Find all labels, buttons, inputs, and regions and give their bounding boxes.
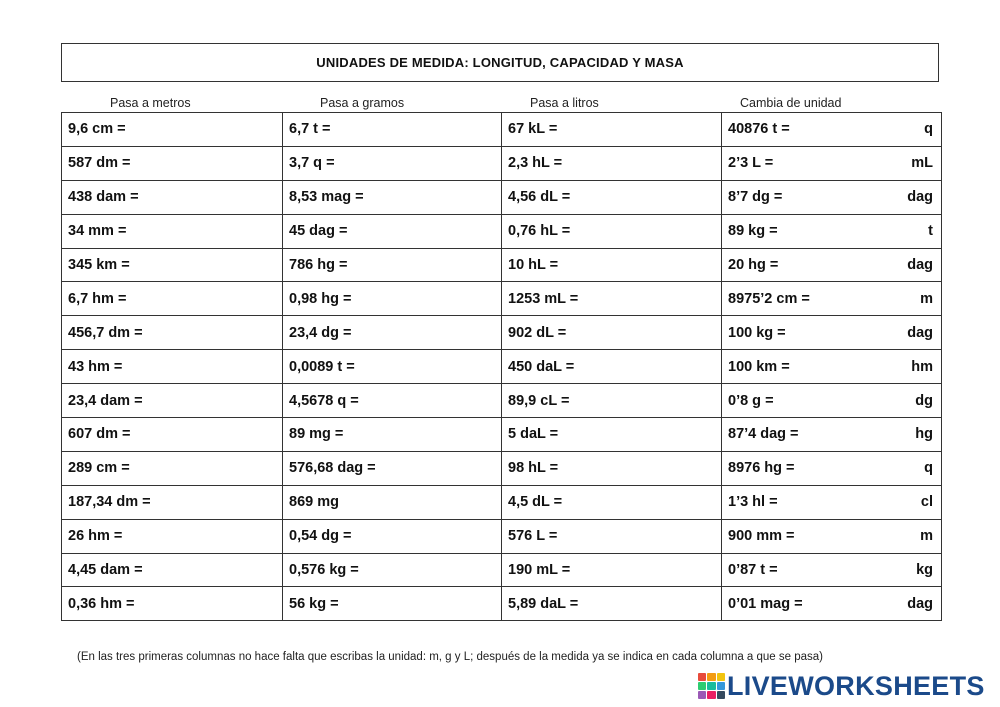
exercise-expression: 0’01 mag = xyxy=(728,595,803,612)
exercise-cell: 43 hm = xyxy=(62,350,283,384)
table-row xyxy=(62,316,942,350)
exercise-cell: 2,3 hL = xyxy=(502,146,722,180)
exercise-cell: 0,36 hm = xyxy=(62,587,283,621)
exercise-expression: 8’7 dg = xyxy=(728,189,783,206)
exercise-cell-change-unit xyxy=(722,350,942,384)
exercise-expression: 2’3 L = xyxy=(728,155,774,172)
table-row xyxy=(62,519,942,553)
exercise-cell: 0,0089 t = xyxy=(283,350,502,384)
exercise-cell: 4,56 dL = xyxy=(502,180,722,214)
exercise-cell-change-unit xyxy=(722,113,942,147)
exercise-expression: 0’8 g = xyxy=(728,392,774,409)
exercise-cell: 8,53 mag = xyxy=(283,180,502,214)
exercise-cell-change-unit xyxy=(722,553,942,587)
target-unit: m xyxy=(920,290,933,307)
exercise-cell: 587 dm = xyxy=(62,146,283,180)
target-unit: mL xyxy=(911,155,933,172)
exercise-cell: 34 mm = xyxy=(62,214,283,248)
target-unit: dg xyxy=(915,392,933,409)
liveworksheets-logo-icon xyxy=(698,673,725,700)
table-row xyxy=(62,180,942,214)
exercise-cell: 6,7 hm = xyxy=(62,282,283,316)
table-row xyxy=(62,451,942,485)
target-unit: dag xyxy=(907,595,933,612)
exercise-cell-change-unit xyxy=(722,248,942,282)
exercise-cell-change-unit xyxy=(722,587,942,621)
exercise-cell-change-unit xyxy=(722,418,942,452)
exercise-cell-change-unit xyxy=(722,282,942,316)
exercise-cell: 98 hL = xyxy=(502,451,722,485)
exercise-cell: 9,6 cm = xyxy=(62,113,283,147)
exercise-cell: 3,7 q = xyxy=(283,146,502,180)
exercise-cell: 187,34 dm = xyxy=(62,485,283,519)
exercise-cell: 4,5678 q = xyxy=(283,384,502,418)
exercise-expression: 100 kg = xyxy=(728,324,786,341)
exercise-cell: 4,5 dL = xyxy=(502,485,722,519)
table-row xyxy=(62,418,942,452)
exercise-cell: 67 kL = xyxy=(502,113,722,147)
exercise-cell: 10 hL = xyxy=(502,248,722,282)
exercise-cell: 1253 mL = xyxy=(502,282,722,316)
exercise-cell: 5,89 daL = xyxy=(502,587,722,621)
column-header-liters: Pasa a litros xyxy=(530,96,599,110)
exercise-cell: 345 km = xyxy=(62,248,283,282)
exercise-cell-change-unit xyxy=(722,316,942,350)
exercise-cell: 26 hm = xyxy=(62,519,283,553)
exercise-cell-change-unit xyxy=(722,180,942,214)
exercise-cell: 23,4 dam = xyxy=(62,384,283,418)
target-unit: dag xyxy=(907,189,933,206)
exercise-expression: 1’3 hl = xyxy=(728,494,778,511)
brand-name: LIVEWORKSHEETS xyxy=(727,671,985,701)
table-row xyxy=(62,146,942,180)
exercise-cell: 6,7 t = xyxy=(283,113,502,147)
column-header-grams: Pasa a gramos xyxy=(320,96,405,110)
column-header-meters: Pasa a metros xyxy=(110,96,191,110)
exercise-cell: 438 dam = xyxy=(62,180,283,214)
target-unit: hg xyxy=(915,426,933,443)
exercise-expression: 8976 hg = xyxy=(728,460,795,477)
target-unit: q xyxy=(924,460,933,477)
column-header-change-unit: Cambia de unidad xyxy=(740,96,842,110)
target-unit: hm xyxy=(911,358,933,375)
exercise-expression: 87’4 dag = xyxy=(728,426,799,443)
table-row xyxy=(62,485,942,519)
exercise-cell-change-unit xyxy=(722,384,942,418)
table-row xyxy=(62,350,942,384)
table-row xyxy=(62,587,942,621)
exercise-expression: 100 km = xyxy=(728,358,790,375)
table-row xyxy=(62,282,942,316)
exercise-cell: 0,54 dg = xyxy=(283,519,502,553)
target-unit: m xyxy=(920,528,933,545)
exercise-expression: 89 kg = xyxy=(728,223,778,240)
exercise-expression: 900 mm = xyxy=(728,528,795,545)
target-unit: dag xyxy=(907,324,933,341)
exercise-cell: 45 dag = xyxy=(283,214,502,248)
exercise-cell: 4,45 dam = xyxy=(62,553,283,587)
exercise-cell: 89 mg = xyxy=(283,418,502,452)
exercise-cell: 5 daL = xyxy=(502,418,722,452)
exercise-expression: 20 hg = xyxy=(728,257,779,273)
target-unit: t xyxy=(928,223,933,240)
exercise-expression: 0’87 t = xyxy=(728,562,778,579)
table-row xyxy=(62,214,942,248)
exercise-cell: 0,576 kg = xyxy=(283,553,502,587)
target-unit: q xyxy=(924,121,933,138)
exercise-cell: 190 mL = xyxy=(502,553,722,587)
exercise-cell-change-unit xyxy=(722,451,942,485)
table-row xyxy=(62,113,942,147)
exercise-cell: 89,9 cL = xyxy=(502,384,722,418)
footnote: (En las tres primeras columnas no hace falta que escribas la unidad: m, g y L; después de la medida ya se indica en cada columna a que se pasa) xyxy=(77,651,824,663)
exercise-cell: 607 dm = xyxy=(62,418,283,452)
exercise-cell-change-unit xyxy=(722,146,942,180)
exercise-cell: 576 L = xyxy=(502,519,722,553)
target-unit: cl xyxy=(920,494,933,511)
target-unit: dag xyxy=(907,257,933,273)
table-row xyxy=(62,248,942,282)
target-unit: kg xyxy=(916,562,933,579)
exercise-cell: 450 daL = xyxy=(502,350,722,384)
worksheet-title-box xyxy=(61,43,939,82)
exercise-cell: 456,7 dm = xyxy=(62,316,283,350)
exercise-expression: 40876 t = xyxy=(728,121,790,138)
exercise-cell: 23,4 dg = xyxy=(283,316,502,350)
exercise-cell-change-unit xyxy=(722,214,942,248)
column-headers xyxy=(0,96,1000,112)
exercise-cell: 869 mg xyxy=(283,485,502,519)
exercise-expression: 8975’2 cm = xyxy=(728,290,810,307)
exercise-cell: 786 hg = xyxy=(283,248,502,282)
exercise-cell-change-unit xyxy=(722,485,942,519)
worksheet-title: UNIDADES DE MEDIDA: LONGITUD, CAPACIDAD Y MASA xyxy=(316,55,684,70)
exercise-cell: 0,76 hL = xyxy=(502,214,722,248)
table-row xyxy=(62,384,942,418)
exercise-cell: 0,98 hg = xyxy=(283,282,502,316)
table-row xyxy=(62,553,942,587)
exercise-cell: 576,68 dag = xyxy=(283,451,502,485)
exercise-table xyxy=(61,112,942,621)
liveworksheets-brand xyxy=(698,671,985,701)
exercise-cell: 56 kg = xyxy=(283,587,502,621)
exercise-cell-change-unit xyxy=(722,519,942,553)
exercise-cell: 289 cm = xyxy=(62,451,283,485)
exercise-cell: 902 dL = xyxy=(502,316,722,350)
